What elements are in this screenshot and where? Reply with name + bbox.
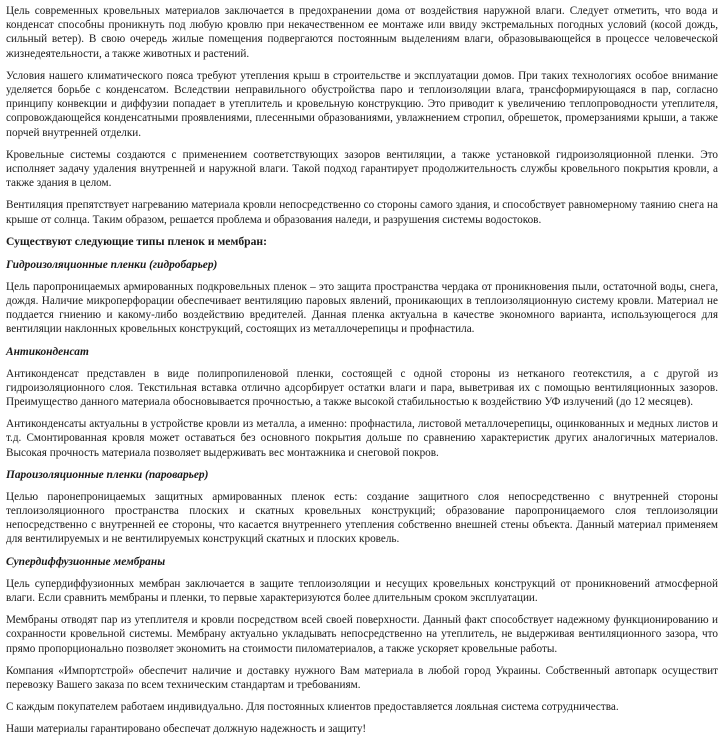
climate-paragraph: Условия нашего климатического пояса требуют утепления крыш в строительстве и эксплуатации домов. При таких технологиях особое внимание уделяется борьбе с конденсатом. Вследствии неправильного обустройства паро и теплоизоляции влага, трансформирующаяся в пар, согласно принципу конвекции и диффузии попадает в утеплитель и кровельную конструкцию. Это приводит к увеличению теплопроводности утеплителя, сопровождающейся конденсатными проявлениями, плесенными образованиями, увлажнением стропил, обрешеток, промерзаниями крыши, а также порчей внутренней отделки. xyxy=(6,69,718,139)
superdiffusion-paragraph-2: Мембраны отводят пар из утеплителя и кровли посредством всей своей поверхности. Данный факт способствует надежному функционированию и сохранности кровельной системы. Мембрану актуально укладывать непосредственно на утеплитель, не выдерживая вентиляционного зазора, что прямо пропорционально позволяет экономить на стоимости пиломатериалов, а также ускоряет кровельные работы. xyxy=(6,614,718,655)
company-paragraph: Компания «Импортстрой» обеспечит наличие и доставку нужного Вам материала в любой город Украины. Собственный автопарк осуществит перевозку Вашего заказа по всем техническим стандартам и требованиям. xyxy=(6,664,718,691)
vapor-paragraph: Целью паронепроницаемых защитных армированных пленок есть: создание защитного слоя непосредственно с внутренней стороны теплоизоляционного пространства плоских и скатных кровельных конструкций; образование паропроницаемого слоя теплоизоляции непосредственно с внутренней ее стороны, что касается внутреннего утепления собственно внешней стены объекта. Данный материал применяем для вентилируемых и не вентилируемых конструкций скатных и плоских кровель. xyxy=(6,490,718,546)
superdiffusion-paragraph-1: Цель супердиффузионных мембран заключается в защите теплоизоляции и несущих кровельных конструкций от проникновений атмосферной влаги. Если сравнить мембраны и пленки, то первые характеризуются более длительным сроком эксплуатации. xyxy=(6,577,718,604)
vapor-heading: Пароизоляционные пленки (пароварьер) xyxy=(6,468,209,481)
hydro-paragraph: Цель паропроницаемых армированных подкровельных пленок – это защита пространства чердака от проникновения пыли, остаточной воды, снега, дождя. Наличие микроперфорации обеспечивает вентиляцию паровых явлений, проникающих в теплоизоляционную систему кровли. Материал не поддается гниению и какому-либо воздействию вредителей. Данная пленка актуальна в качестве экономного варианта, использующегося для вентиляции наклонных кровельных конструкций, состоящих из металлочерепицы и профнастила. xyxy=(6,280,718,336)
closing-paragraph: Наши материалы гарантировано обеспечат должную надежность и защиту! xyxy=(6,723,367,736)
clients-paragraph: С каждым покупателем работаем индивидуально. Для постоянных клиентов предоставляется лояльная система сотрудничества. xyxy=(6,701,619,714)
ventilation-paragraph: Вентиляция препятствует нагреванию материала кровли непосредственно со стороны самого здания, и способствует равномерному таянию снега на крыше от солнца. Таким образом, решается проблема и образования наледи, и разрушения системы водостоков. xyxy=(6,199,718,226)
anticondensate-paragraph-2: Антиконденсаты актуальны в устройстве кровли из металла, а именно: профнастила, листовой металлочерепицы, оцинкованных и медных листов и т.д. Смонтированная кровля может оставаться без основного покрытия дольше по сравнению характеристик других аналогичных материалов. Высокая прочность материала позволяет выдерживать вес монтажника и снеговой покров. xyxy=(6,418,718,459)
intro-paragraph: Цель современных кровельных материалов заключается в предохранении дома от воздействия наружной влаги. Следует отметить, что вода и конденсат способны проникнуть под любую кровлю при некачественном ее монтаже или ввиду экстремальных погодных условий (косой дождь, сильный ветер). В свою очередь жилые помещения подвергаются постоянным выделениям влаги, образовывающейся в процессе человеческой жизнедеятельности, а также животных и растений. xyxy=(6,5,718,60)
anticondensate-paragraph-1: Антиконденсат представлен в виде полипропиленовой пленки, состоящей с одной стороны из нетканого геотекстиля, а с другой из гидроизоляционного слоя. Текстильная вставка отлично адсорбирует остатки влаги и пара, выветривая их с помощью вентиляционных зазоров. Преимущество данного материала обосновывается прочностью, а также высокой стабильностью к воздействию УФ излучений (до 12 месяцев). xyxy=(6,367,718,409)
superdiffusion-heading: Супердиффузионные мембраны xyxy=(6,555,166,568)
hydro-heading: Гидроизоляционные пленки (гидробарьер) xyxy=(6,258,218,271)
types-heading: Существуют следующие типы пленок и мембран: xyxy=(6,234,267,248)
anticondensate-heading: Антиконденсат xyxy=(6,345,89,358)
roof-systems-paragraph: Кровельные системы создаются с применением соответствующих зазоров вентиляции, а также установкой гидроизоляционной пленки. Это исполняет задачу удаления внутренней и наружной влаги. Такой подход гарантирует продолжительность службы кровельного покрытия кровли, а также здания в целом. xyxy=(6,148,718,190)
